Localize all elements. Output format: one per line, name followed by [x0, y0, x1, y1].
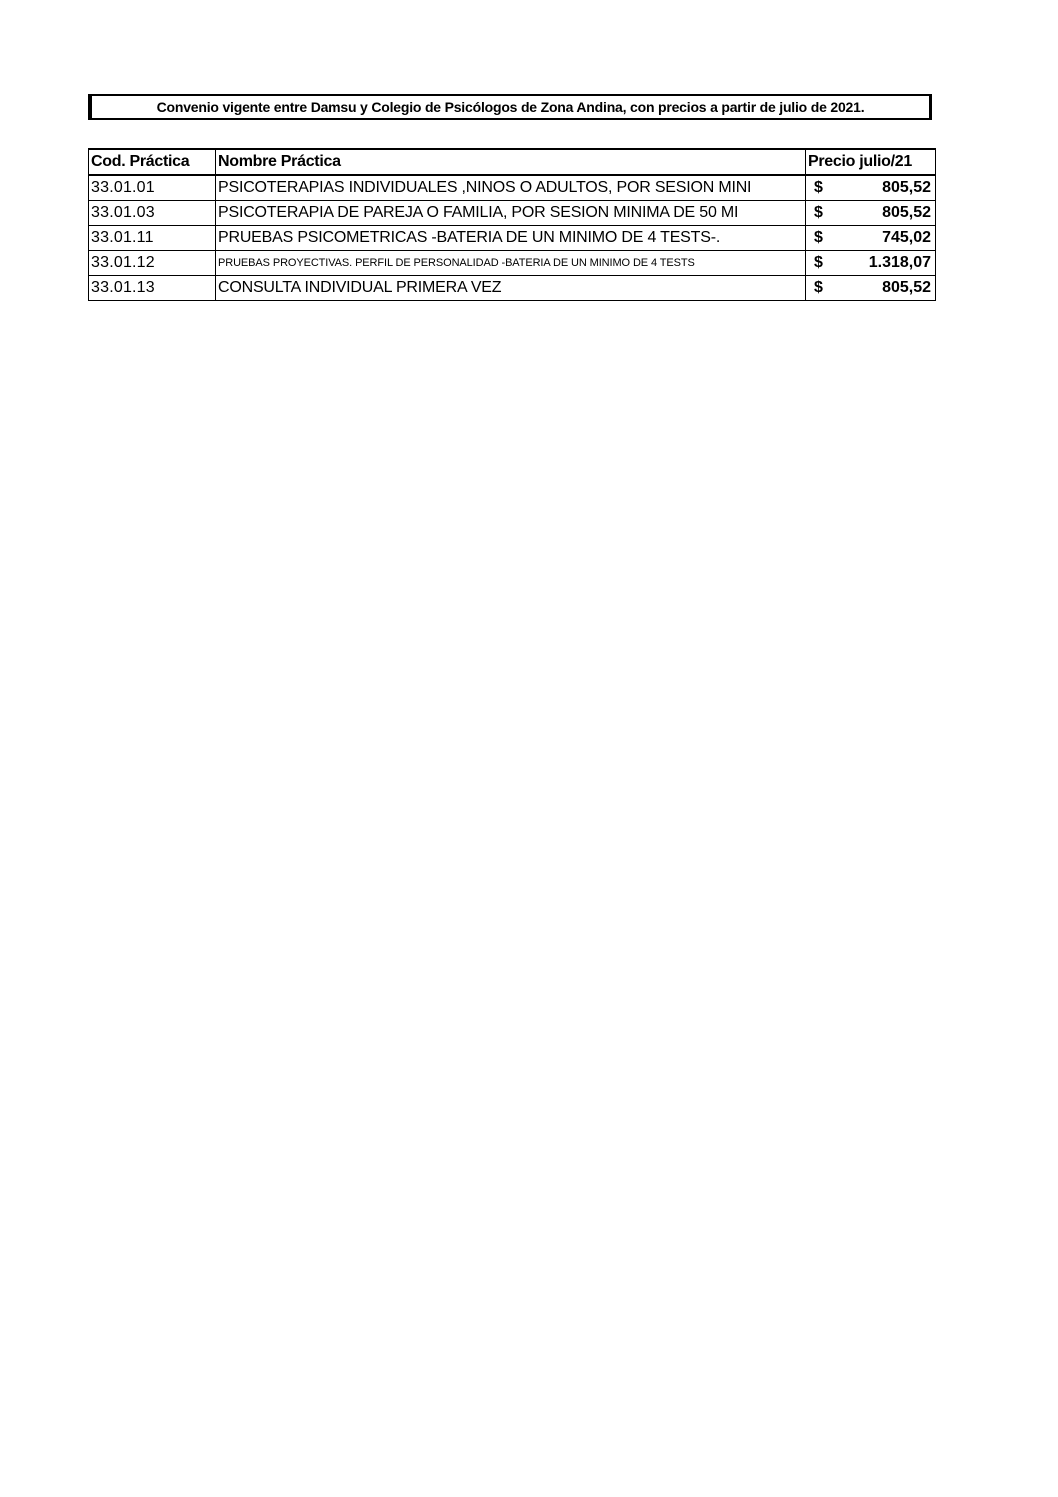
table-row: [89, 226, 936, 251]
currency-symbol: $: [814, 204, 823, 221]
currency-symbol: $: [814, 229, 823, 246]
price-value: 805,52: [882, 279, 931, 296]
price-value: 1.318,07: [868, 254, 931, 271]
cell-price: [806, 226, 936, 251]
cell-code: 33.01.11: [89, 226, 216, 251]
cell-code: 33.01.12: [89, 251, 216, 276]
document-title: Convenio vigente entre Damsu y Colegio de Psicólogos de Zona Andina, con precios a partir de julio de 2021.: [88, 94, 932, 120]
table-row: [89, 201, 936, 226]
table-row: [89, 175, 936, 201]
price-value: 745,02: [882, 229, 931, 246]
cell-code: 33.01.13: [89, 276, 216, 301]
currency-symbol: $: [814, 279, 823, 296]
cell-name: PRUEBAS PROYECTIVAS. PERFIL DE PERSONALIDAD -BATERIA DE UN MINIMO DE 4 TESTS: [216, 251, 806, 276]
price-value: 805,52: [882, 179, 931, 196]
cell-name: PSICOTERAPIAS INDIVIDUALES ,NINOS O ADULTOS, POR SESION MINI: [216, 175, 806, 201]
cell-name: PRUEBAS PSICOMETRICAS -BATERIA DE UN MINIMO DE 4 TESTS-.: [216, 226, 806, 251]
cell-name: CONSULTA INDIVIDUAL PRIMERA VEZ: [216, 276, 806, 301]
header-name: Nombre Práctica: [216, 149, 806, 175]
cell-code: 33.01.01: [89, 175, 216, 201]
table-row: [89, 276, 936, 301]
cell-price: [806, 201, 936, 226]
table-header-row: [89, 149, 936, 175]
cell-price: [806, 175, 936, 201]
cell-code: 33.01.03: [89, 201, 216, 226]
header-price: Precio julio/21: [806, 149, 936, 175]
currency-symbol: $: [814, 179, 823, 196]
price-table: [88, 148, 936, 301]
cell-name: PSICOTERAPIA DE PAREJA O FAMILIA, POR SESION MINIMA DE 50 MI: [216, 201, 806, 226]
header-code: Cod. Práctica: [89, 149, 216, 175]
cell-price: [806, 251, 936, 276]
currency-symbol: $: [814, 254, 823, 271]
table-row: [89, 251, 936, 276]
price-value: 805,52: [882, 204, 931, 221]
cell-price: [806, 276, 936, 301]
